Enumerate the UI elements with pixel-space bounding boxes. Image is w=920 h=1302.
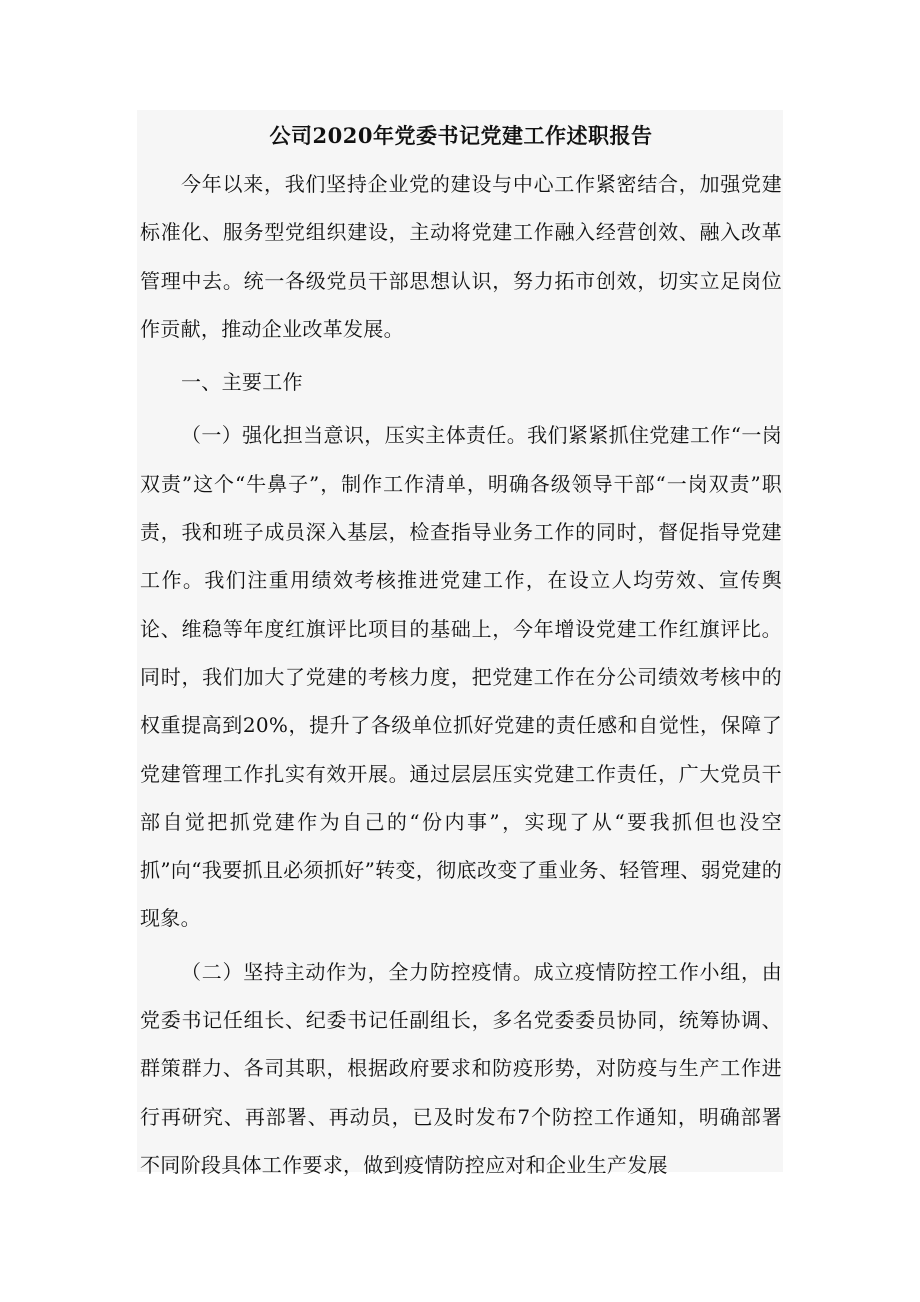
document-body — [140, 112, 782, 1189]
document-title: 公司2020年党委书记党建工作述职报告 — [269, 123, 653, 148]
paragraph-section-one: （一）强化担当意识，压实主体责任。我们紧紧抓住党建工作“一岗双责”这个“牛鼻子”，制作工作清单，明确各级领导干部“一岗双责”职责，我和班子成员深入基层，检查指导业务工作的同时，督促指导党建工作。我们注重用绩效考核推进党建工作，在设立人均劳效、宣传舆论、维稳等年度红旗评比项目的基础上，今年增设党建工作红旗评比。同时，我们加大了党建的考核力度，把党建工作在分公司绩效考核中的权重提高到20%，提升了各级单位抓好党建的责任感和自觉性，保障了党建管理工作扎实有效开展。通过层层压实党建工作责任，广大党员干部自觉把抓党建作为自己的“份内事”，实现了从“要我抓但也没空抓”向“我要抓且必须抓好”转变，彻底改变了重业务、轻管理、弱党建的现象。 — [140, 423, 782, 931]
paragraph-intro: 今年以来，我们坚持企业党的建设与中心工作紧密结合，加强党建标准化、服务型党组织建设，主动将党建工作融入经营创效、融入改革管理中去。统一各级党员干部思想认识，努力拓市创效，切实立足岗位作贡献，推动企业改革发展。 — [140, 172, 782, 341]
section-heading-main-work: 一、主要工作 — [181, 370, 303, 395]
paragraph-section-two: （二）坚持主动作为，全力防控疫情。成立疫情防控工作小组，由党委书记任组长、纪委书记任副组长，多名党委委员协同，统筹协调、群策群力、各司其职，根据政府要求和防疫形势，对防疫与生产工作进行再研究、再部署、再动员，已及时发布7个防控工作通知，明确部署不同阶段具体工作要求，做到疫情防控应对和企业生产发展 — [140, 959, 782, 1177]
